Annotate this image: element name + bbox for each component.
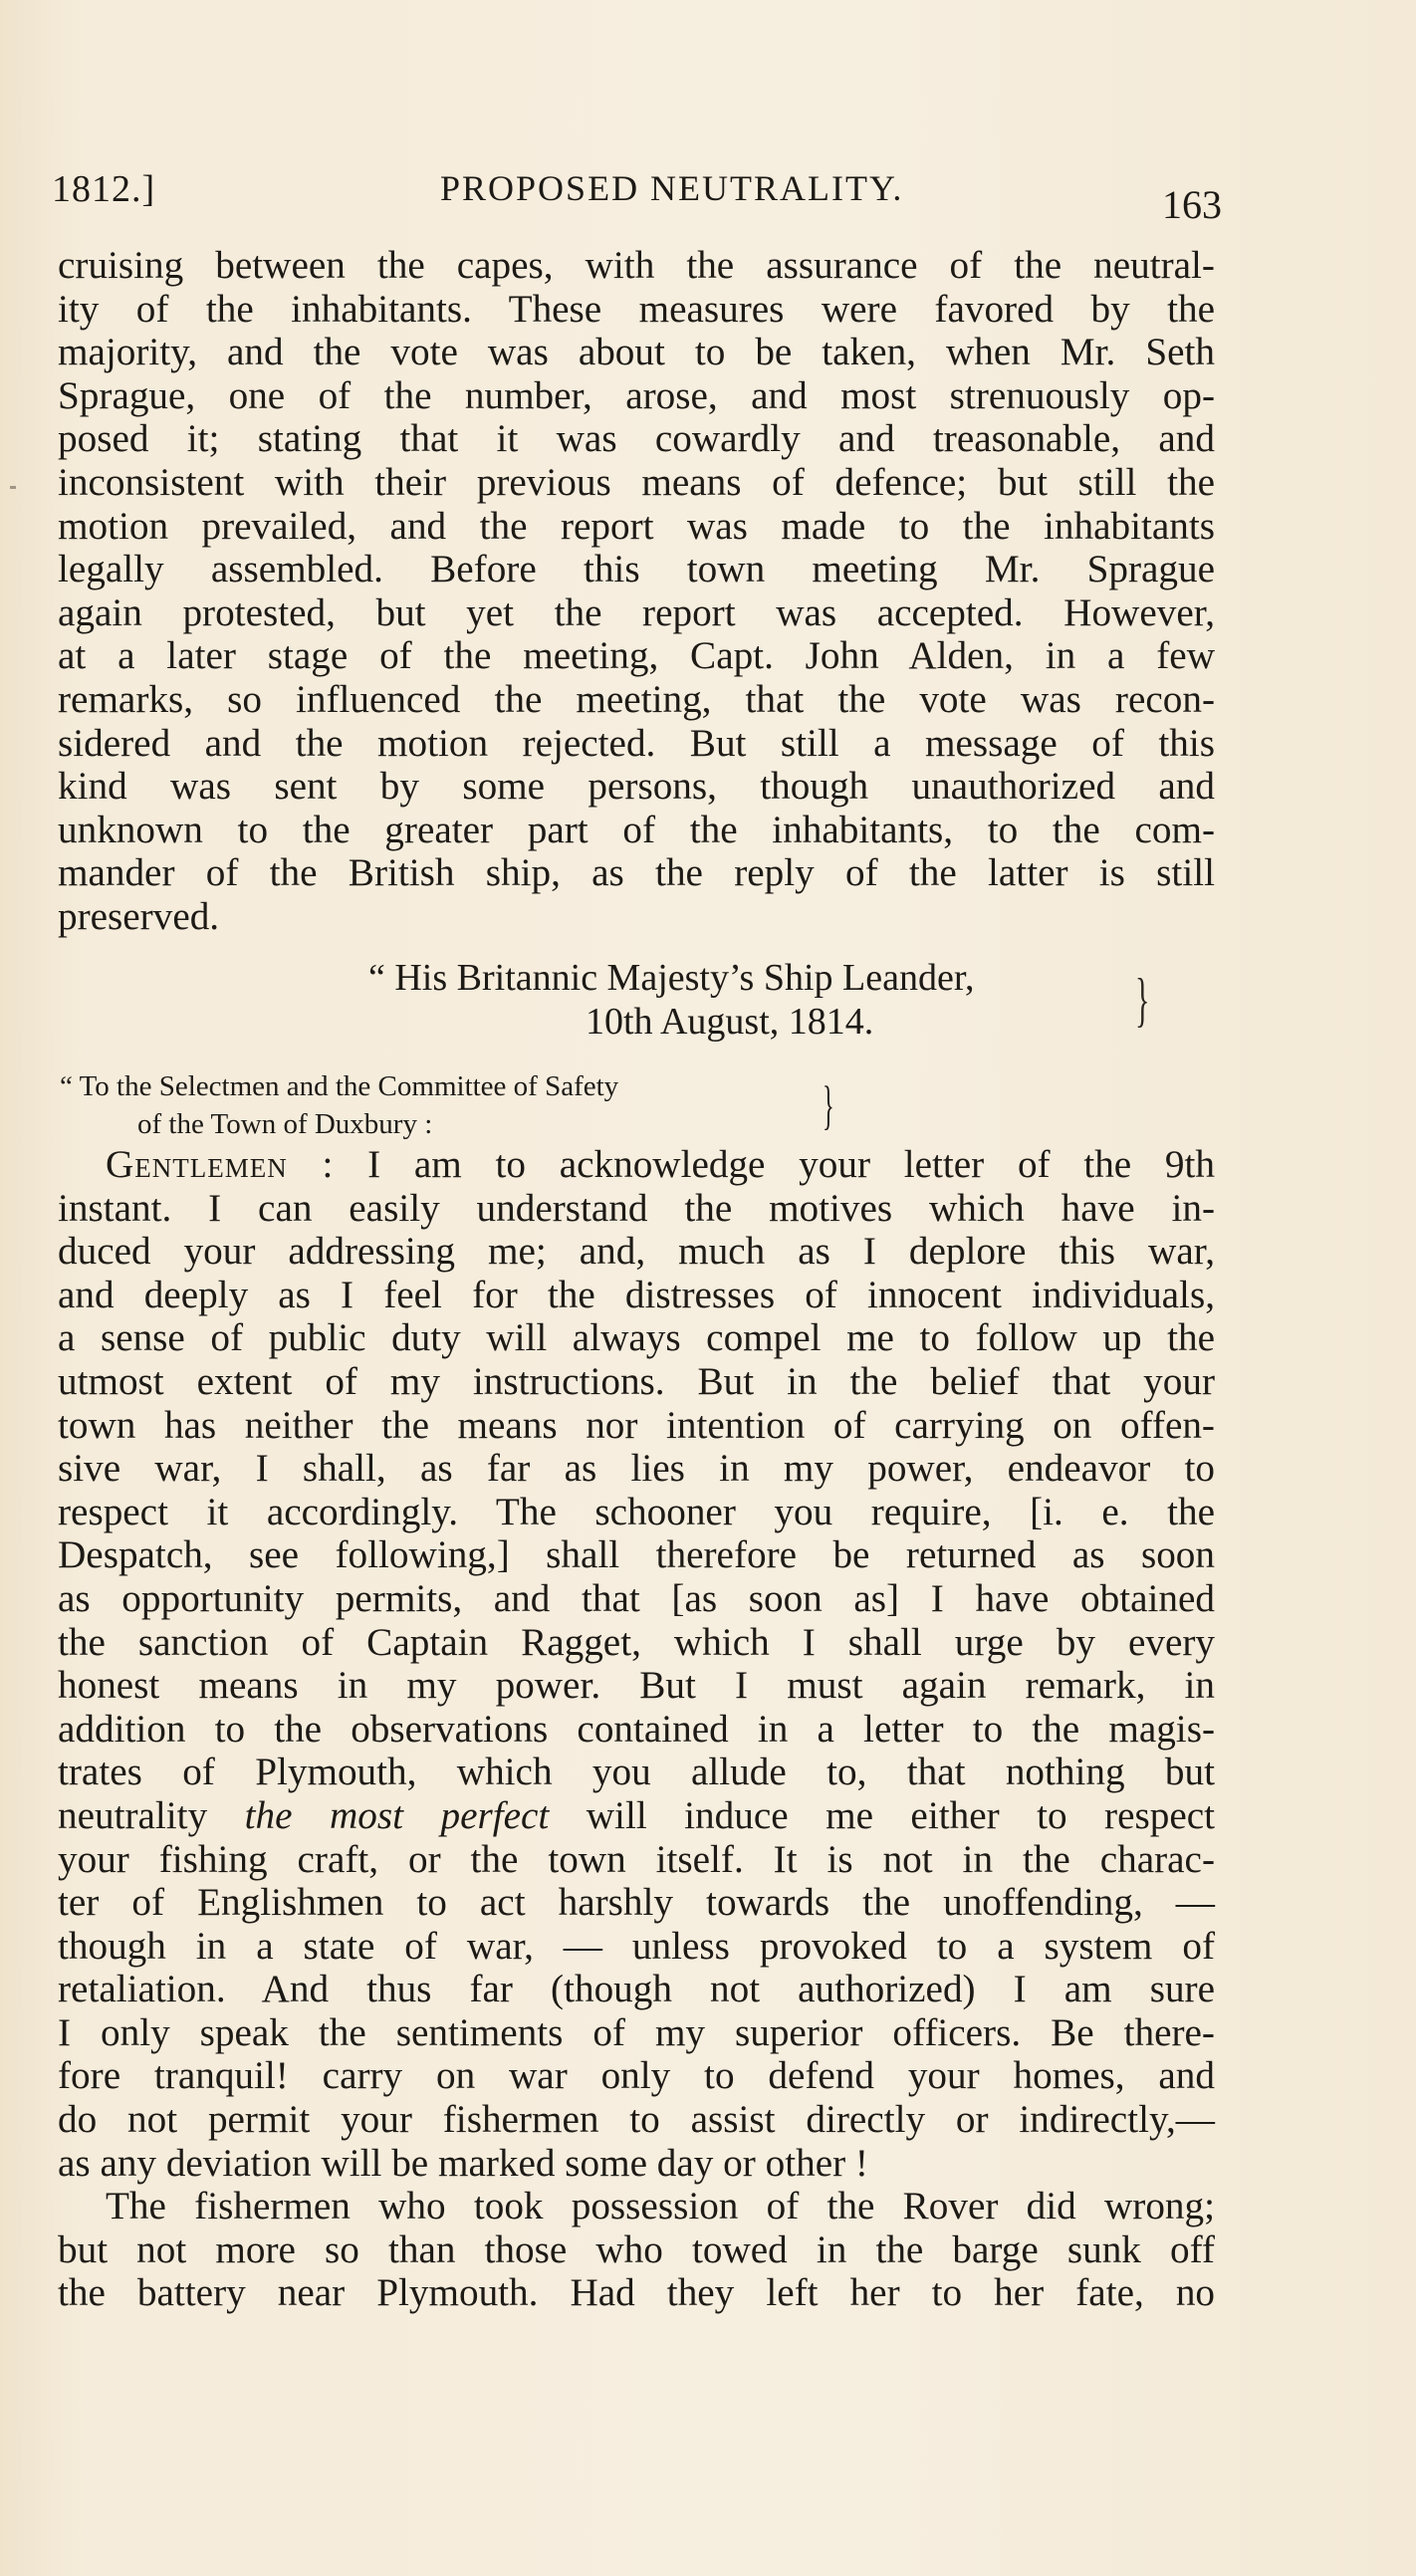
text-line: a sense of public duty will always compel me to follow up the (58, 1316, 1215, 1360)
text-line: inconsistent with their previous means of defence; but still the (58, 460, 1215, 504)
paragraph-1 (58, 244, 1215, 939)
text-line: honest means in my power. But I must again remark, in (58, 1664, 1215, 1708)
salutation: Gentlemen : (106, 1143, 335, 1186)
address-line-2: of the Town of Duxbury : (137, 1108, 433, 1140)
text-line: the sanction of Captain Ragget, which I shall urge by every (58, 1620, 1215, 1664)
text-line: Despatch, see following,] shall therefore be returned as soon (58, 1533, 1215, 1577)
text-line: Sprague, one of the number, arose, and most strenuously op- (58, 373, 1215, 417)
heading-brace: } (1135, 967, 1150, 1033)
text-line: your fishing craft, or the town itself. It is not in the charac- (58, 1837, 1215, 1881)
text-line: kind was sent by some persons, though unauthorized and (58, 765, 1215, 809)
text-line: cruising between the capes, with the assurance of the neutral- (58, 244, 1215, 287)
text-line: fore tranquil! carry on war only to defend your homes, and (58, 2054, 1215, 2098)
header-title: PROPOSED NEUTRALITY. (440, 168, 904, 208)
text-line: I only speak the sentiments of my superior officers. Be there- (58, 2010, 1215, 2054)
text-line: at a later stage of the meeting, Capt. John Alden, in a few (58, 634, 1215, 678)
header-year: 1812.] (52, 168, 156, 210)
text-line: but not more so than those who towed in the barge sunk off (58, 2227, 1215, 2271)
text-line: sidered and the motion rejected. But still a message of this (58, 721, 1215, 765)
letter-first-line (58, 1143, 1215, 1187)
text-line: unknown to the greater part of the inhabitants, to the com- (58, 808, 1215, 851)
neutrality-line (58, 1794, 1215, 1838)
address-line-1: “ To the Selectmen and the Committee of Safety (60, 1070, 619, 1102)
text-line: instant. I can easily understand the motives which have in- (58, 1186, 1215, 1230)
text-line: retaliation. And thus far (though not authorized) I am sure (58, 1968, 1215, 2011)
text-line: ity of the inhabitants. These measures were favored by the (58, 287, 1215, 331)
text-line: mander of the British ship, as the reply of the latter is still (58, 851, 1215, 895)
letter-heading-date: 10th August, 1814. (586, 1001, 874, 1043)
text-line: ter of Englishmen to act harshly towards the unoffending, — (58, 1881, 1215, 1925)
text-line: motion prevailed, and the report was made to the inhabitants (58, 504, 1215, 548)
text-line: sive war, I shall, as far as lies in my power, endeavor to (58, 1447, 1215, 1491)
text-line: majority, and the vote was about to be taken, when Mr. Seth (58, 331, 1215, 374)
emphasis-italic: the most perfect (244, 1793, 550, 1837)
letter-heading (368, 956, 1185, 1044)
text-line: posed it; stating that it was cowardly and treasonable, and (58, 417, 1215, 461)
text-line: again protested, but yet the report was accepted. However, (58, 590, 1215, 634)
letter-body (58, 1143, 1215, 2315)
text-line: The fishermen who took possession of the Rover did wrong; (106, 2185, 1215, 2228)
text-line: as opportunity permits, and that [as soon as] I have obtained (58, 1576, 1215, 1620)
text-line: legally assembled. Before this town meeting Mr. Sprague (58, 548, 1215, 591)
letter-closing-line: as any deviation will be marked some day or other ! (58, 2141, 868, 2185)
text-line: remarks, so influenced the meeting, that the vote was recon- (58, 677, 1215, 721)
text-line: trates of Plymouth, which you allude to, that nothing but (58, 1751, 1215, 1794)
text-line: the battery near Plymouth. Had they left her to her fate, no (58, 2271, 1215, 2315)
first-line-text: I am to acknowledge your letter of the 9th (367, 1143, 1216, 1186)
letter-address (60, 1067, 856, 1143)
text-line: addition to the observations contained in a letter to the magis- (58, 1707, 1215, 1751)
neutrality-pre: neutrality (58, 1793, 208, 1837)
text-line: town has neither the means nor intention of carrying on offen- (58, 1403, 1215, 1447)
address-brace: } (823, 1075, 834, 1135)
letter-heading-ship: “ His Britannic Majesty’s Ship Leander, (368, 957, 975, 999)
text-line: though in a state of war, — unless provoked to a system of (58, 1924, 1215, 1968)
text-line: and deeply as I feel for the distresses of innocent individuals, (58, 1273, 1215, 1316)
text-line: respect it accordingly. The schooner you require, [i. e. the (58, 1490, 1215, 1533)
margin-mark (10, 486, 16, 489)
text-line: preserved. (58, 894, 220, 938)
text-line: utmost extent of my instructions. But in the belief that your (58, 1359, 1215, 1403)
text-line: do not permit your fishermen to assist directly or indirectly,— (58, 2098, 1215, 2142)
text-line: duced your addressing me; and, much as I deplore this war, (58, 1230, 1215, 1274)
page-number: 163 (1162, 182, 1222, 227)
running-header (52, 159, 1222, 229)
neutrality-post: will induce me either to respect (586, 1793, 1215, 1837)
